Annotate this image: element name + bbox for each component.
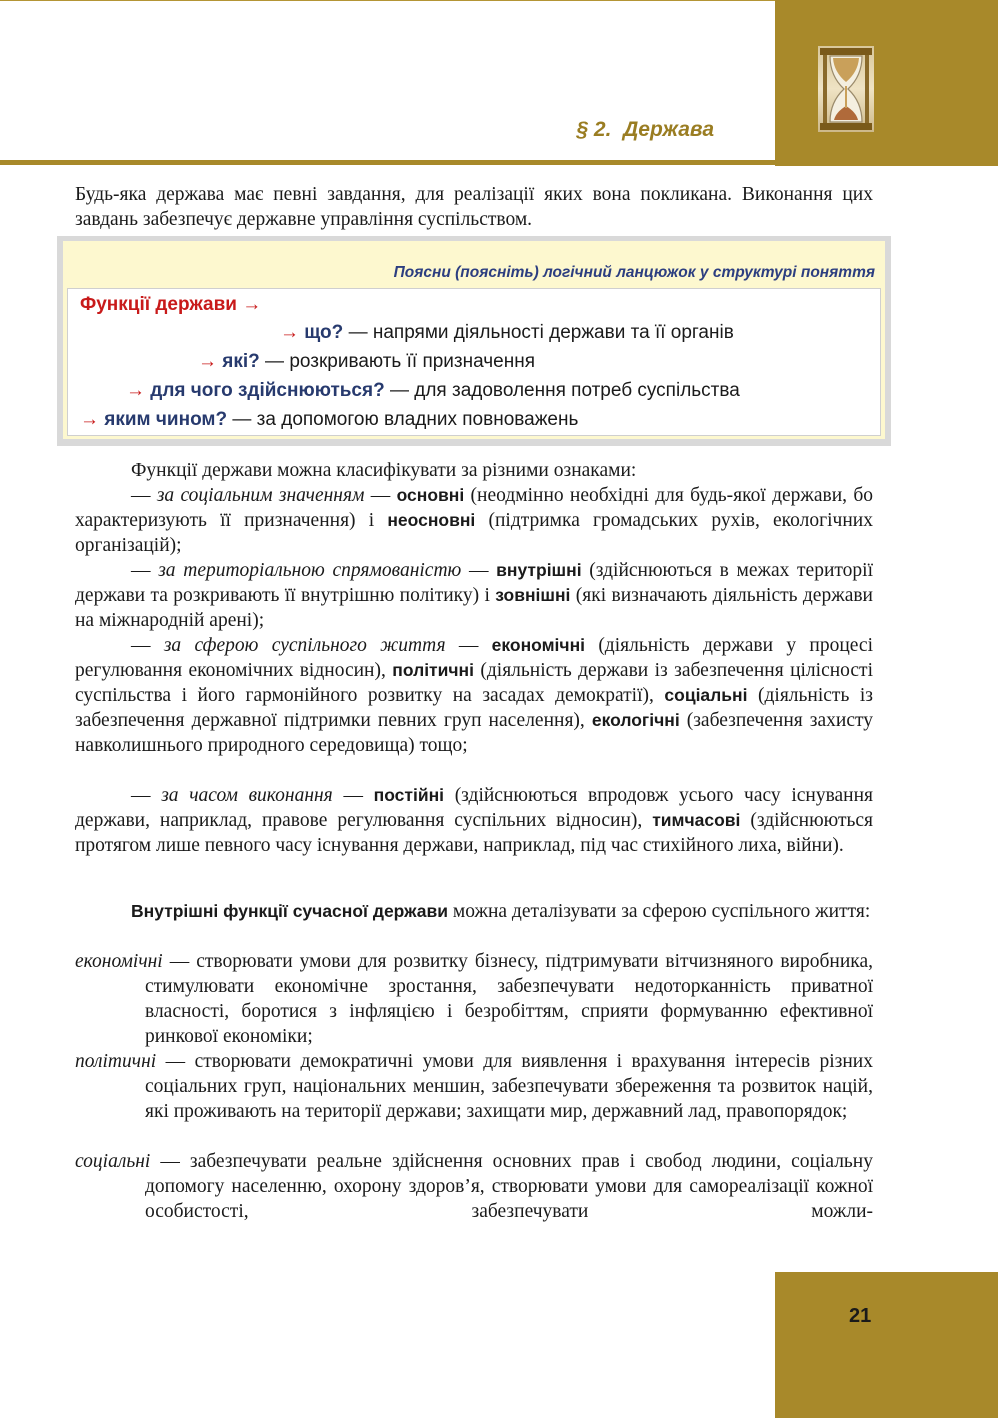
chain-row: → яким чином? — за допомогою владних повноважень [80,409,579,430]
logic-chain-box [57,236,891,446]
chain-row: → які? — розкривають її призначення [198,351,536,372]
classification-item: — за територіальною спрямованістю — внутрішні (здійснюються в межах території держави та розкривають її внутрішню політику) і зовнішні (які визначають діяльність держави на міжнародній арені); [75,560,873,631]
header-rule-thin [0,0,775,1]
header-rule [0,160,775,165]
internal-functions-lead: Внутрішні функції сучасної держави можна деталізувати за сферою суспільного життя: [131,901,871,922]
logic-chain-caption: Поясни (поясніть) логічний ланцюжок у структурі поняття [393,264,875,281]
internal-function-item: економічні — створювати умови для розвитку бізнесу, підтримувати вітчизняного виробника, стимулювати економічне зростання, забезпечувати недоторканність приватної власності, боротися з інфляцією і безробіттям, сприяти формуванню ефективної ринкової економіки; [75,951,873,1047]
classification-item: — за часом виконання — постійні (здійснюються впродовж усього часу існування держави, наприклад, правове регулювання суспільних відносин), тимчасові (здійснюються протягом лише певного часу існування держави, наприклад, під час стихійного лиха, війни). [75,785,874,856]
classification-item: — за соціальним значенням — основні (неодмінно необхідні для будь-якої держави, бо характеризують її призначення) і неосновні (підтримка громадських рухів, екологічних організацій); [75,485,874,556]
header-gold-block [775,0,998,166]
chain-row: → що? — напрями діяльності держави та її органів [280,322,734,343]
internal-function-item: соціальні — забезпечувати реальне здійснення основних прав і свобод людини, соціальну допомогу населенню, охорону здоров’я, створювати умови для самореалізації кожної особистості, забезпечувати можли- [75,1151,873,1222]
intro-paragraph: Будь-яка держава має певні завдання, для реалізації яких вона покликана. Виконання цих завдань забезпечує державне управління суспільством. [75,184,873,230]
chain-row: → для чого здійснюються? — для задоволення потреб суспільства [126,380,740,401]
chain-head: Функції держави → [80,294,262,315]
classification-item: — за сферою суспільного життя — економічні (діяльність держави у процесі регулювання економічних відносин), політичні (діяльність держави із забезпечення цілісності суспільства і його гармонійного розвитку на засадах демократії), соціальні (діяльність із забезпечення державної підтримки певних груп населення), екологічні (забезпечення захисту навколишнього природного середовища) тощо; [75,635,874,756]
page-number-block [775,1272,998,1418]
page-number: 21 [849,1305,872,1327]
internal-function-item: політичні — створювати демократичні умови для виявлення і врахування інтересів різних соціальних груп, національних меншин, забезпечувати збереження та розвиток націй, які проживають на території держави; захищати мир, державний лад, правопорядок; [75,1051,873,1122]
hourglass-icon [818,46,874,132]
section-title: § 2. Держава [576,118,714,141]
classification-lead: Функції держави можна класифікувати за різними ознаками: [131,460,637,481]
